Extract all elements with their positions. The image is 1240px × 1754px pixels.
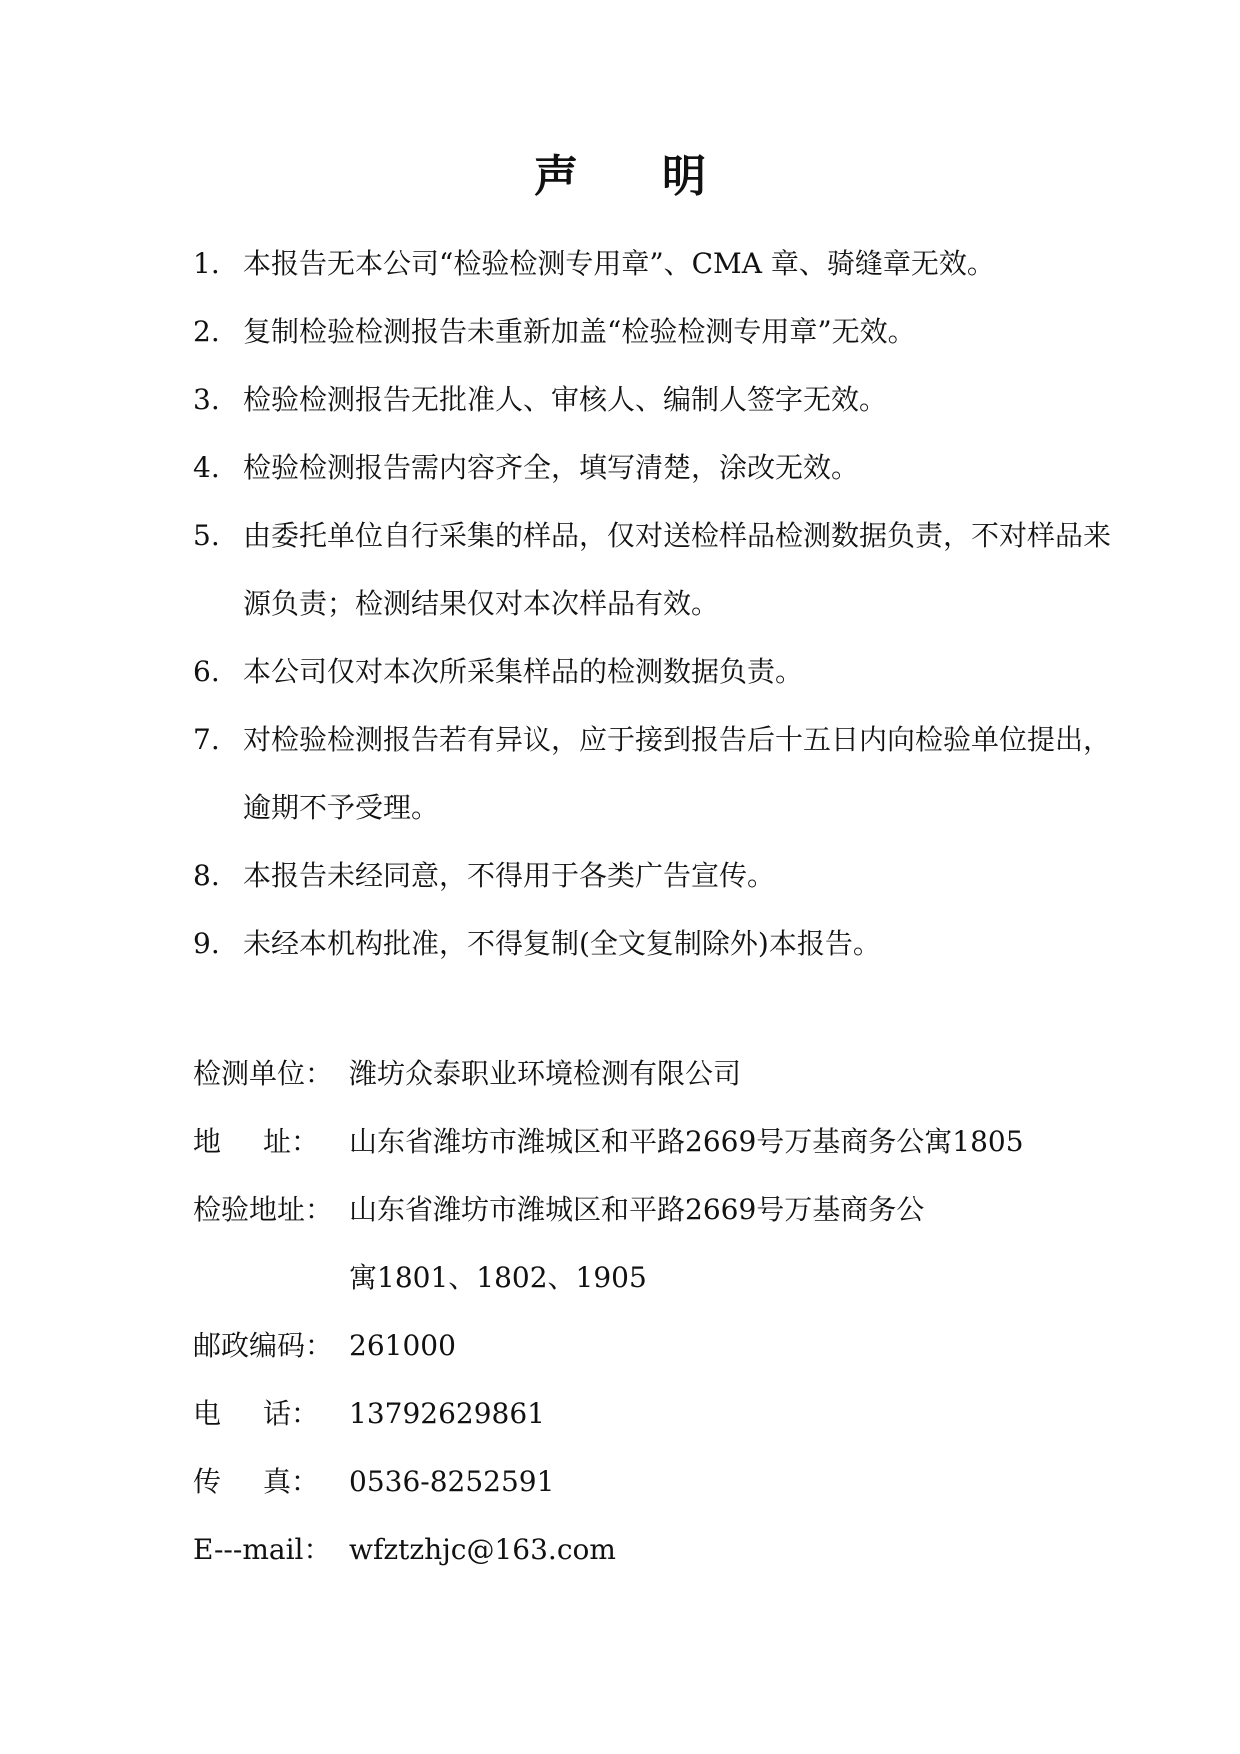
statement-item [193,298,1123,366]
statement-item [193,502,1123,638]
testing-unit-value: 潍坊众泰职业环境检测有限公司 [349,1057,742,1090]
fax-label [193,1448,319,1516]
statement-number: 2. [193,315,220,348]
contact-block [193,1040,1133,1584]
statement-text: 本公司仅对本次所采集样品的检测数据负责。 [243,655,804,688]
postcode-label: 邮政编码： [193,1329,334,1362]
phone-row [193,1380,1133,1448]
statement-item [193,842,1123,910]
address-label-second: 址： [262,1125,319,1158]
fax-label-second: 真： [262,1465,319,1498]
fax-value: 0536-8252591 [349,1465,555,1498]
statement-item [193,434,1123,502]
postcode-row [193,1312,1133,1380]
phone-label-second: 话： [262,1397,319,1430]
statement-item [193,706,1123,842]
statement-number: 8. [193,859,220,892]
phone-value: 13792629861 [349,1397,545,1430]
statement-number: 1. [193,247,220,280]
email-row [193,1516,1133,1584]
statement-list [193,230,1123,978]
statement-number: 4. [193,451,220,484]
statement-number: 5. [193,519,220,552]
address-label [193,1108,319,1176]
title-char-1: 声 [534,151,578,203]
statement-text: 由委托单位自行采集的样品，仅对送检样品检测数据负责，不对样品来源负责；检测结果仅对本次样品有效。 [243,519,1112,620]
inspection-address-label: 检验地址： [193,1193,334,1226]
statement-number: 3. [193,383,220,416]
statement-text: 检验检测报告需内容齐全，填写清楚，涂改无效。 [243,451,860,484]
testing-unit-label: 检测单位： [193,1057,334,1090]
page-title [0,147,1240,207]
title-char-2: 明 [662,151,706,203]
fax-row [193,1448,1133,1516]
statement-item [193,910,1123,978]
statement-text: 复制检验检测报告未重新加盖“检验检测专用章”无效。 [243,315,916,348]
address-value: 山东省潍坊市潍城区和平路2669号万基商务公寓1805 [349,1125,1024,1158]
inspection-address-row [193,1176,1133,1312]
phone-label [193,1380,319,1448]
statement-item [193,366,1123,434]
statement-number: 9. [193,927,220,960]
statement-number: 7. [193,723,220,756]
email-label: E---mail： [193,1533,332,1566]
address-row [193,1108,1133,1176]
testing-unit-row [193,1040,1133,1108]
statement-text: 对检验检测报告若有异议，应于接到报告后十五日内向检验单位提出，逾期不予受理。 [243,723,1112,824]
address-label-first: 地 [193,1125,222,1158]
statement-text: 本报告无本公司“检验检测专用章”、CMA 章、骑缝章无效。 [243,247,995,280]
phone-label-first: 电 [193,1397,222,1430]
statement-text: 未经本机构批准，不得复制(全文复制除外)本报告。 [243,927,881,960]
email-value: wfztzhjc@163.com [349,1533,616,1566]
statement-number: 6. [193,655,220,688]
statement-text: 本报告未经同意，不得用于各类广告宣传。 [243,859,776,892]
fax-label-first: 传 [193,1465,222,1498]
statement-text: 检验检测报告无批准人、审核人、编制人签字无效。 [243,383,888,416]
postcode-value: 261000 [349,1329,456,1362]
statement-item [193,638,1123,706]
inspection-address-value: 山东省潍坊市潍城区和平路2669号万基商务公寓1801、1802、1905 [349,1193,925,1294]
statement-item [193,230,1123,298]
